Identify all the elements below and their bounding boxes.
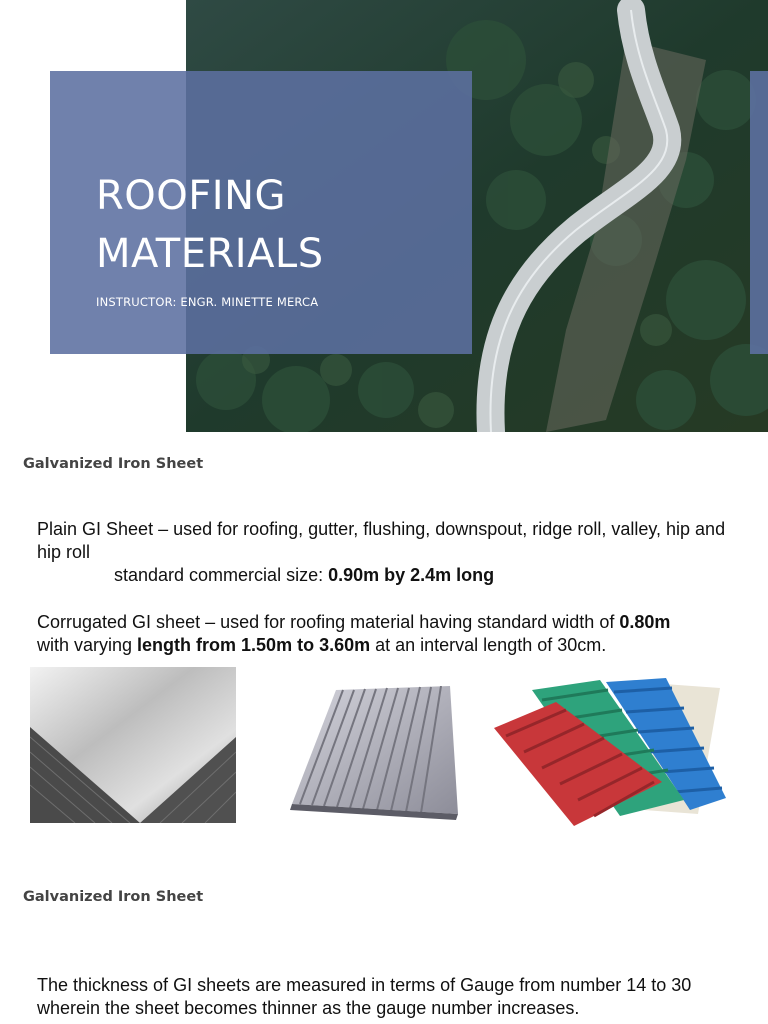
title-line-2: MATERIALS <box>96 231 324 277</box>
plain-gi-size-label: standard commercial size: <box>114 565 329 585</box>
colored-roofing-sheets-photo <box>494 674 726 830</box>
corrugated-length: length from 1.50m to 3.60m <box>137 635 371 655</box>
cover-slide <box>0 0 768 432</box>
plain-gi-sheet-photo <box>30 667 236 823</box>
gauge-paragraph: The thickness of GI sheets are measured in terms of Gauge from number 14 to 30 wherein the sheet becomes thinner as the gauge number increases. <box>37 975 692 1018</box>
title-panel <box>50 71 472 354</box>
corrugated-gi-paragraph <box>37 611 737 657</box>
corrugated-mid: with varying <box>37 635 138 655</box>
section-heading-2: Galvanized Iron Sheet <box>23 889 204 905</box>
plain-gi-size <box>37 564 737 587</box>
plain-gi-paragraph <box>37 518 737 587</box>
corrugated-width: 0.80m <box>619 612 671 632</box>
plain-gi-description: Plain GI Sheet – used for roofing, gutter, flushing, downspout, ridge roll, valley, hip and hip roll <box>37 519 726 562</box>
plain-gi-size-value: 0.90m by 2.4m long <box>328 565 495 585</box>
corrugated-gi-sheet-photo <box>288 686 460 820</box>
corrugated-intro: Corrugated GI sheet – used for roofing material having standard width of <box>37 612 620 632</box>
title-line-1: ROOFING <box>96 173 286 219</box>
section-heading-1: Galvanized Iron Sheet <box>23 456 204 472</box>
slide-title <box>96 167 324 283</box>
instructor-label: INSTRUCTOR: ENGR. MINETTE MERCA <box>96 295 319 309</box>
corrugated-end: at an interval length of 30cm. <box>370 635 607 655</box>
side-accent-bar <box>750 71 768 354</box>
